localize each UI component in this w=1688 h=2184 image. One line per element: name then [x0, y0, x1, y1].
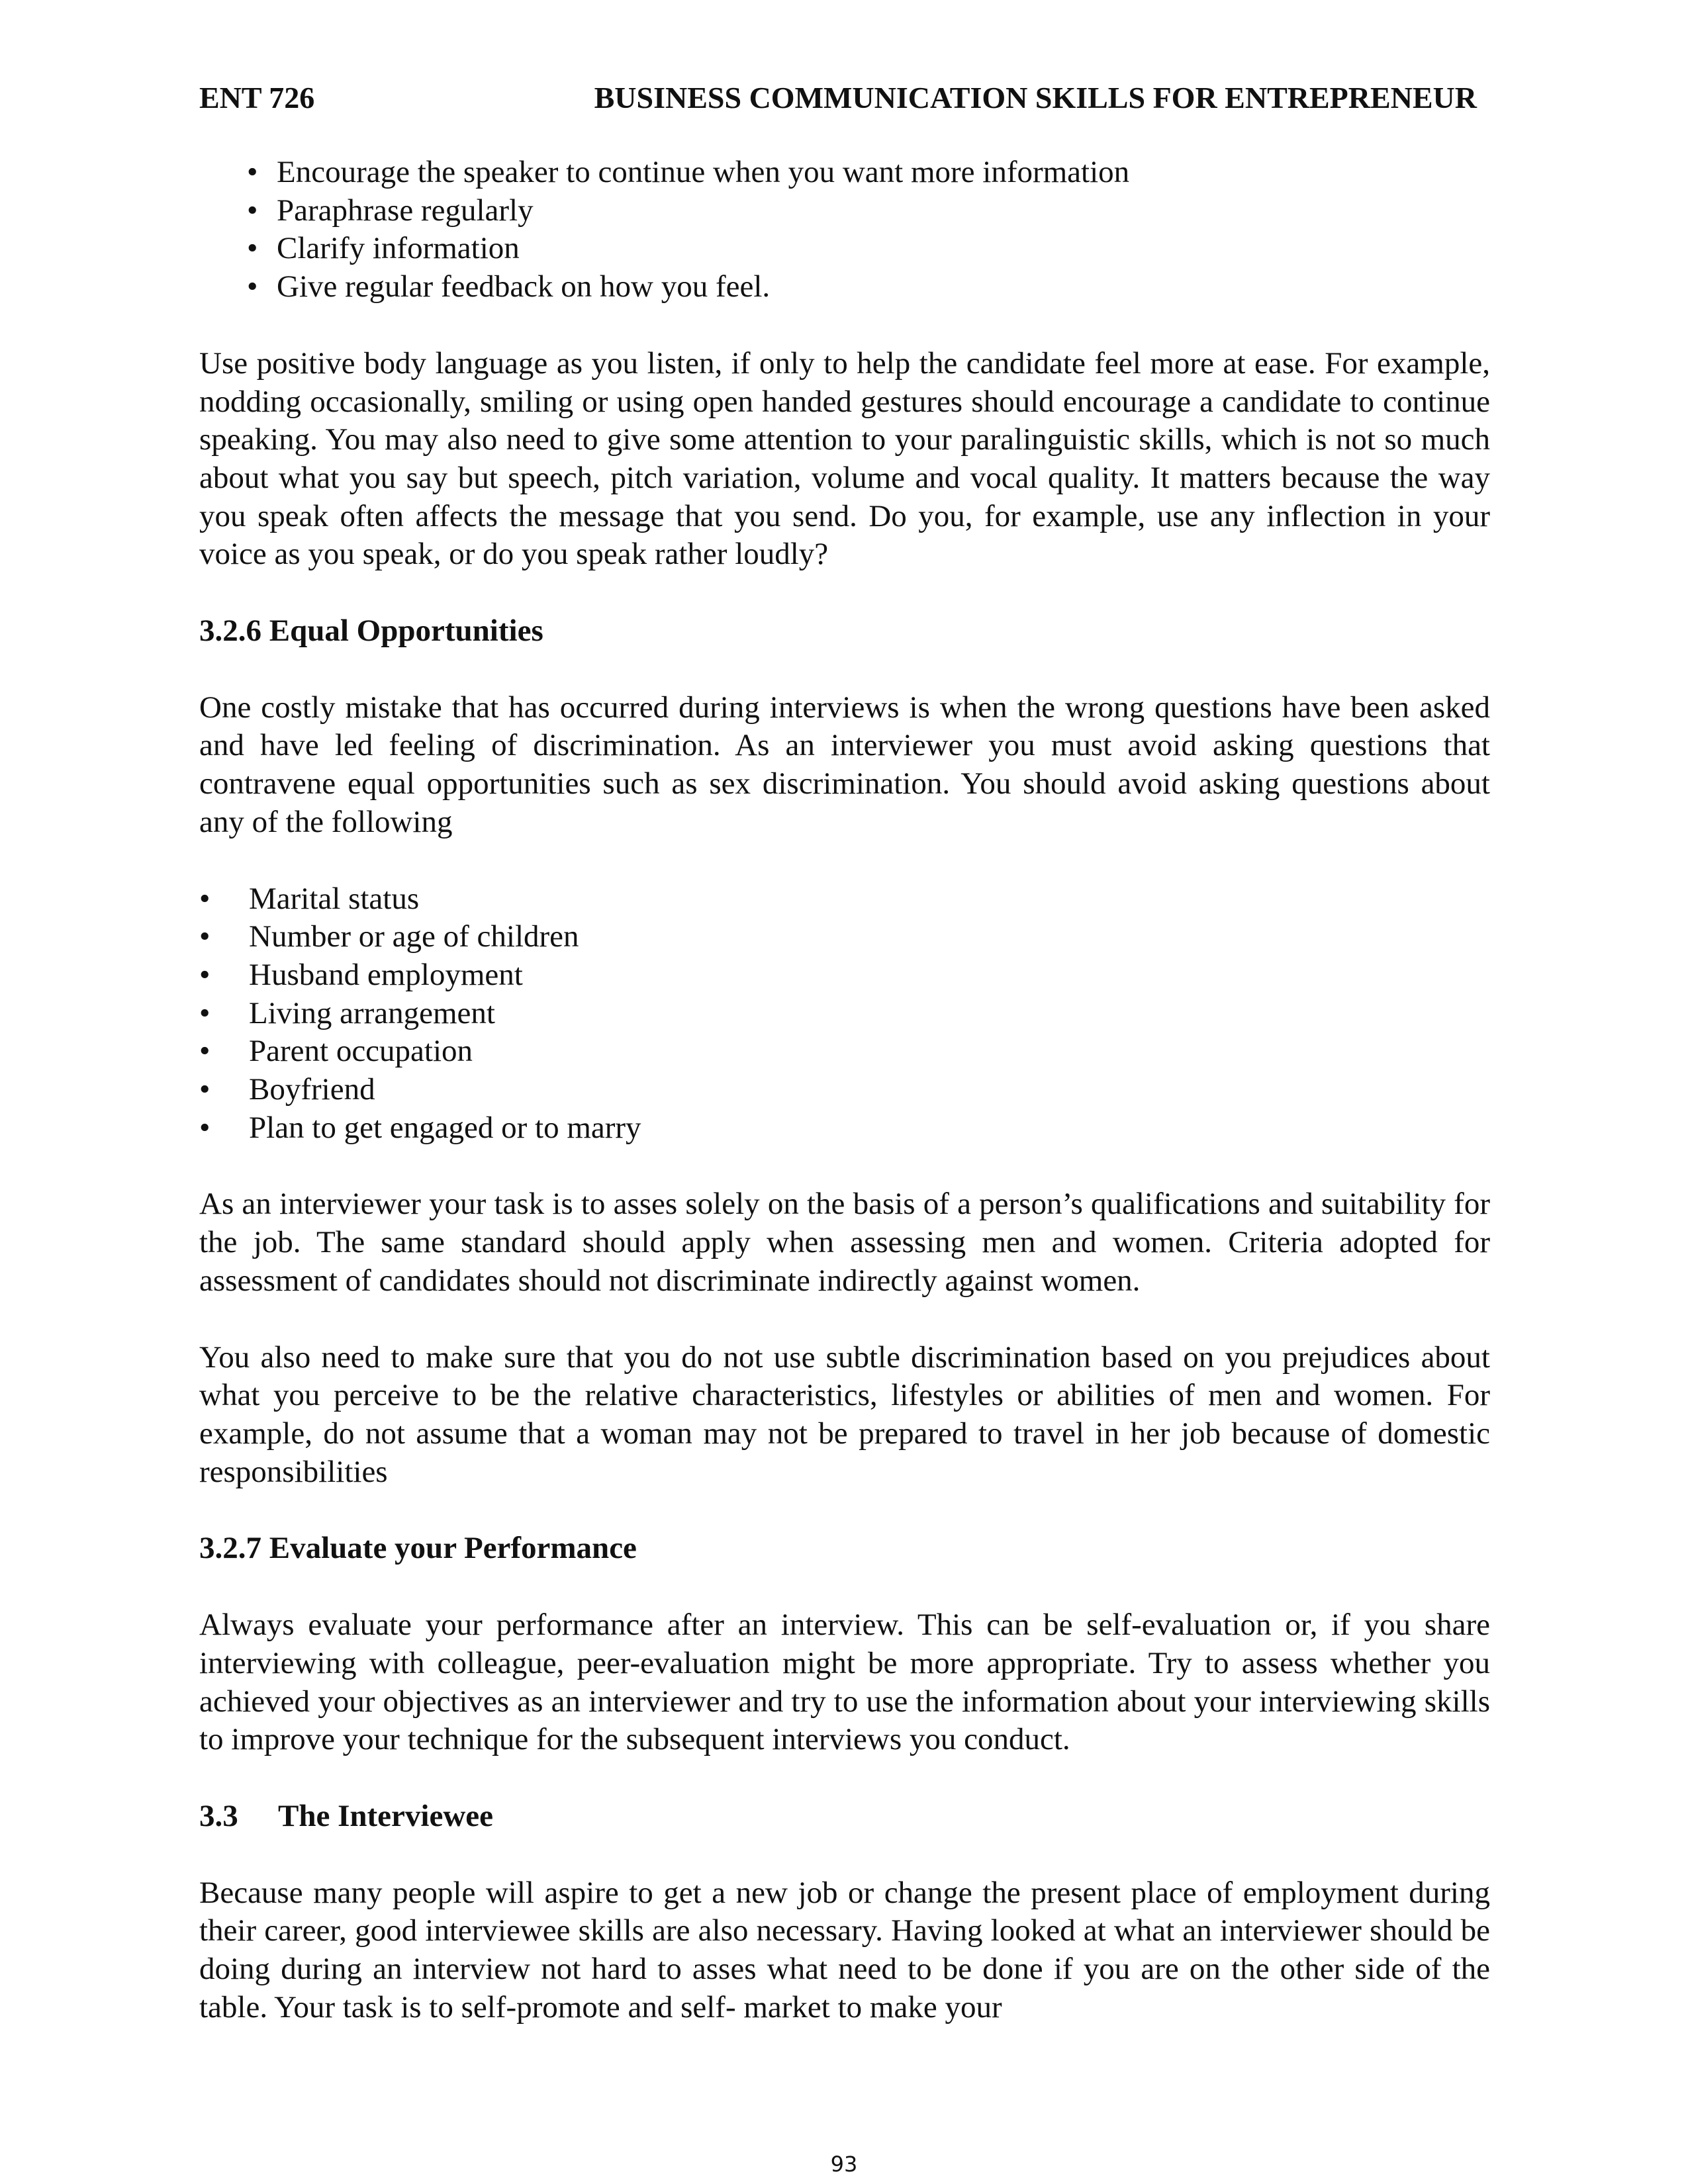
bullet-icon: •: [199, 1072, 211, 1107]
section-number: 3.3: [199, 1798, 238, 1833]
section-heading-3-2-6: 3.2.6 Equal Opportunities: [199, 614, 543, 649]
section-heading-3-2-7: 3.2.7 Evaluate your Performance: [199, 1531, 637, 1566]
bullet-icon: •: [247, 155, 258, 189]
paragraph-equal-opportunities-intro: One costly mistake that has occurred during interviews is when the wrong questions have been asked and have led feeling of discrimination. As an interviewer you must avoid asking questions that contravene equal opportunities such as sex discrimination. You should avoid asking questions about any of the following: [199, 690, 1490, 839]
list-item: • Clarify information: [199, 230, 1490, 268]
bullet-icon: •: [199, 1110, 211, 1145]
list-item: • Living arrangement: [199, 995, 1490, 1033]
paragraph-assessment-criteria: As an interviewer your task is to asses solely on the basis of a person’s qualifications and suitability for the job. The same standard should apply when assessing men and women. Criteria adopted for assessment of candidates should not discriminate indirectly against women.: [199, 1187, 1490, 1298]
list-item: • Plan to get engaged or to marry: [199, 1109, 1490, 1148]
course-code: ENT 726: [199, 81, 315, 114]
list-item: • Encourage the speaker to continue when you want more information: [199, 154, 1490, 192]
paragraph-interviewee: Because many people will aspire to get a new job or change the present place of employment during their career, good interviewee skills are also necessary. Having looked at what an interviewer should be doing during an interview not hard to asses what need to be done if you are on the other side of the table. Your task is to self-promote and self- market to make your: [199, 1875, 1490, 2025]
list-item: • Marital status: [199, 880, 1490, 919]
page-body: [199, 154, 1490, 2026]
list-item: • Boyfriend: [199, 1071, 1490, 1109]
list-item: • Husband employment: [199, 956, 1490, 995]
section-title: The Interviewee: [278, 1798, 493, 1833]
bullet-icon: •: [199, 1034, 211, 1069]
course-title: BUSINESS COMMUNICATION SKILLS FOR ENTREPRENEUR: [594, 81, 1477, 114]
bullet-icon: •: [247, 269, 258, 304]
list-item: • Give regular feedback on how you feel.: [199, 268, 1490, 306]
list-item: • Parent occupation: [199, 1032, 1490, 1071]
section-heading-3-3: [199, 1797, 1490, 1836]
bullet-icon: •: [247, 231, 258, 266]
bullet-icon: •: [199, 995, 211, 1030]
paragraph-evaluate-performance: Always evaluate your performance after an interview. This can be self-evaluation or, if you share interviewing with colleague, peer-evaluation might be more appropriate. Try to assess whether you achieved your objectives as an interviewer and try to use the information about your interviewing skills to improve your technique for the subsequent interviews you conduct.: [199, 1608, 1490, 1757]
bullet-icon: •: [199, 919, 211, 954]
questions-to-avoid-list: [199, 880, 1490, 1148]
paragraph-subtle-discrimination: You also need to make sure that you do not use subtle discrimination based on you prejudices about what you perceive to be the relative characteristics, lifestyles or abilities of men and women. For example, do not assume that a woman may not be prepared to travel in her job because of domestic responsibilities: [199, 1340, 1490, 1489]
paragraph-body-language: Use positive body language as you listen, if only to help the candidate feel more at ease. For example, nodding occasionally, smiling or using open handed gestures should encourage a candidate to continue speaking. You may also need to give some attention to your paralinguistic skills, which is not so much about what you say but speech, pitch variation, volume and vocal quality. It matters because the way you speak often affects the message that you send. Do you, for example, use any inflection in your voice as you speak, or do you speak rather loudly?: [199, 345, 1490, 572]
bullet-icon: •: [247, 193, 258, 228]
list-item: • Number or age of children: [199, 918, 1490, 956]
bullet-icon: •: [199, 957, 211, 992]
page-number: 93: [830, 2152, 858, 2177]
listening-tips-list: [199, 154, 1490, 306]
running-header: [199, 78, 1477, 118]
bullet-icon: •: [199, 881, 211, 916]
list-item: • Paraphrase regularly: [199, 192, 1490, 230]
